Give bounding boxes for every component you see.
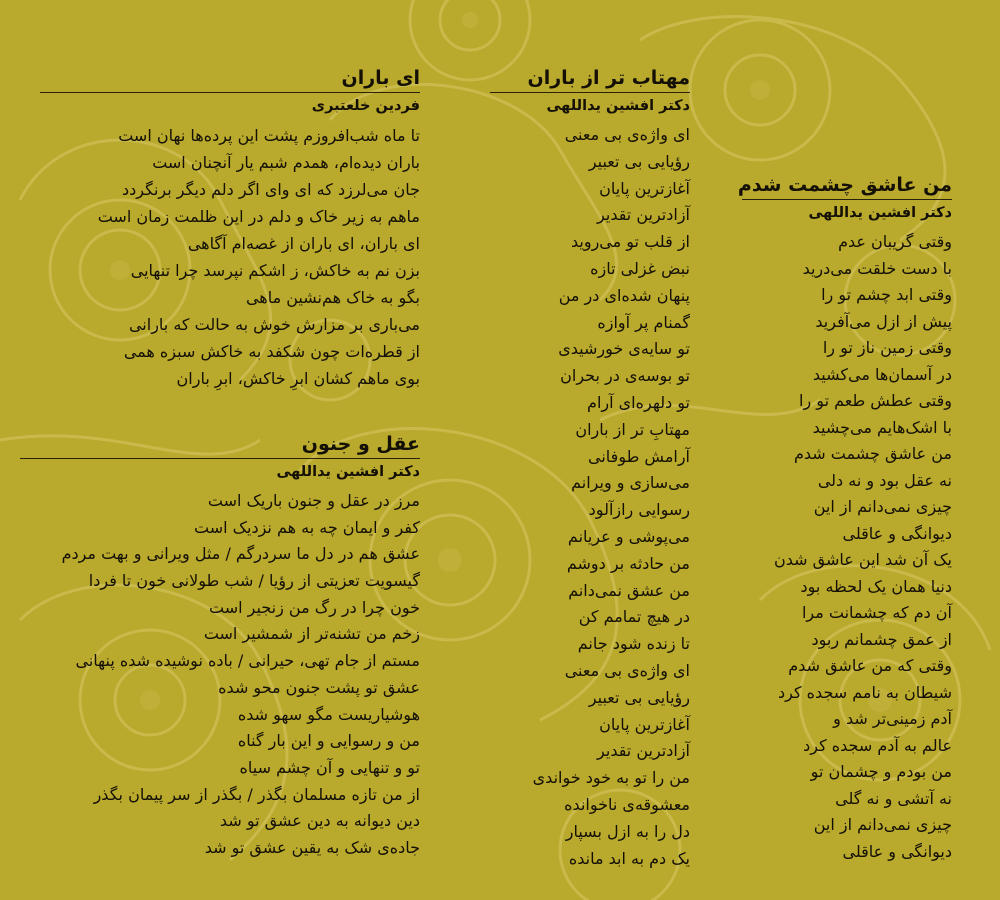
poem-line: چیزی نمی‌دانم از این	[813, 815, 952, 834]
poem-line: می‌باری بر مزارش خوش به حالت که بارانی	[128, 315, 420, 334]
poem-line: می‌سازی و ویرانم	[571, 473, 690, 493]
poem-line: مرز در عقل و جنون باریک است	[207, 491, 420, 510]
poem-line: من عشق نمی‌دانم	[568, 580, 690, 600]
poem-line: من را تو به خود خواندی	[532, 768, 690, 788]
poem-line: پنهان شده‌ای در من	[558, 285, 690, 305]
poem-line: رؤیایی بی تعبیر	[588, 687, 690, 707]
poem-line: تو دلهره‌ای آرام	[587, 392, 690, 412]
poem-line: تو و تنهایی و آن چشم سیاه	[239, 757, 420, 777]
poem-line: تو بوسه‌ی در بحران	[560, 366, 690, 386]
poem-line: با دست خلقت می‌درید	[802, 258, 952, 278]
poem-block-aghl-va-jonoon	[20, 432, 420, 862]
poem-line: بگو به خاک هم‌نشین ماهی	[245, 288, 420, 307]
poem-line: باران دیده‌ام، همدم شبم یار آنچنان است	[152, 153, 420, 172]
poem-line: کفر و ایمان چه به هم نزدیک است	[194, 517, 420, 537]
poem-line: از عمق چشمانم ربود	[811, 629, 952, 649]
poem-line: وقتی ابد چشم تو را	[821, 285, 952, 304]
poem-line: رؤیایی بی تعبیر	[588, 151, 690, 171]
poem-line: عشق هم در دل ما سردرگم / مثل ویرانی و بهت مردم	[61, 544, 420, 564]
poem-line: جاده‌ی شک به یقین عشق تو شد	[204, 837, 420, 857]
poem-block-mahtab-tar-az-baran	[490, 66, 690, 872]
poem-line: من بودم و چشمان تو	[810, 762, 952, 781]
poem-line: با اشک‌هایم می‌چشید	[812, 417, 952, 437]
poem-line: در آسمان‌ها می‌کشید	[812, 364, 952, 384]
poem-line: آدم زمینی‌تر شد و	[833, 709, 952, 728]
poem-line: مستم از جام تهی، حیرانی / باده نوشیده شده پنهانی	[75, 651, 420, 671]
poem-line: از قلب تو می‌روید	[570, 232, 690, 252]
poem-line: در هیچ تمامم کن	[578, 607, 690, 627]
poem-line: وقتی عطش طعم تو را	[799, 391, 952, 410]
poem-line: تا زنده شود جانم	[577, 634, 690, 654]
poem-line: دنیا همان یک لحظه بود	[800, 576, 952, 596]
poem-line: شیطان به نامم سجده کرد	[778, 682, 952, 702]
poem-line: آرامش طوفانی	[588, 446, 690, 466]
poem-line: آغازترین پایان	[599, 714, 690, 734]
poem-line: خون چرا در رگ من زنجیر است	[209, 597, 420, 617]
poem-line: وقتی که من عاشق شدم	[788, 656, 952, 675]
poem-line: یک دم به ابد مانده	[568, 848, 690, 868]
poem-line: بزن نم به خاکش، ز اشکم نپرسد چرا تنهایی	[130, 261, 420, 280]
title-divider	[20, 458, 420, 459]
poem-line: دیوانگی و عاقلی	[842, 523, 952, 543]
poem-line: می‌پوشی و عریانم	[567, 526, 690, 546]
poem-line: از من تازه مسلمان بگذر / بگذر از سر پیمان بگذر	[93, 784, 420, 804]
poem-line: تو سایه‌ی خورشیدی	[558, 339, 690, 359]
poem-line: ای باران، ای باران از غصه‌ام آگاهی	[187, 234, 420, 253]
poem-line: مهتابِ تر از باران	[575, 419, 690, 439]
poem-line: زخم من تشنه‌تر از شمشیر است	[203, 624, 420, 644]
poem-block-man-ashegh-cheshmat-shodam	[737, 173, 952, 865]
poem-line: دل را به ازل بسپار	[565, 821, 690, 841]
poem-line: جان می‌لرزد که ای وای اگر دلم دیگر برنگردد	[122, 180, 420, 199]
poem-line: بوی ماهم کشان ابرِ خاکش، ابرِ باران	[176, 369, 420, 388]
poem-line: آزادترین تقدیر	[597, 205, 690, 225]
poem-author: دکتر افشین یداللهی	[546, 98, 690, 114]
poem-line: یک آن شد این عاشق شدن	[773, 550, 952, 569]
poem-line: ای واژه‌ی بی معنی	[564, 125, 690, 144]
poem-title: من عاشق چشمت شدم	[737, 174, 952, 196]
poem-line: چیزی نمی‌دانم از این	[813, 497, 952, 516]
poem-line: دیوانگی و عاقلی	[842, 841, 952, 861]
poem-line: تا ماه شب‌افروزم پشت این پرده‌ها نهان است	[118, 126, 420, 145]
title-divider	[40, 92, 420, 93]
poem-title: مهتاب تر از باران	[527, 67, 690, 89]
poem-line: نبض غزلی تازه	[590, 258, 690, 278]
poem-line: آن دم که چشمانت مرا	[801, 603, 952, 622]
poem-line: من و رسوایی و این بار گناه	[237, 731, 420, 751]
poem-line: من حادثه بر دوشم	[566, 553, 690, 573]
poem-line: عشق تو پشت جنون محو شده	[218, 677, 420, 697]
poem-line: عالم به آدم سجده کرد	[803, 735, 952, 755]
poem-line: از قطره‌ات چون شکفد به خاکش سبزه همی	[123, 342, 420, 361]
poem-author: دکتر افشین یداللهی	[276, 464, 420, 480]
poem-line: وقتی گریبان عدم	[838, 232, 952, 251]
poem-title: عقل و جنون	[301, 433, 420, 455]
poem-line: نه عقل بود و نه دلی	[817, 470, 952, 490]
poem-line: من عاشق چشمت شدم	[793, 444, 952, 463]
poem-line: ماهم به زیر خاک و دلم در این ظلمت زمان است	[97, 207, 420, 226]
poem-line: گمنام پر آوازه	[597, 312, 690, 332]
poem-line: دین دیوانه به دین عشق تو شد	[219, 811, 420, 831]
poem-block-ey-baran	[40, 66, 420, 392]
poem-author: فردین خلعتبری	[311, 98, 420, 114]
poem-line: نه آتشی و نه گلی	[835, 788, 952, 808]
poem-line: آغازترین پایان	[599, 178, 690, 198]
poem-title: ای باران	[341, 67, 420, 89]
poem-line: معشوقه‌ی ناخوانده	[564, 794, 690, 814]
poem-line: آزادترین تقدیر	[597, 741, 690, 761]
poem-line: وقتی زمین ناز تو را	[822, 338, 952, 357]
poem-line: پیش از ازل می‌آفرید	[815, 311, 952, 331]
poem-line: ای واژه‌ی بی معنی	[564, 660, 690, 680]
title-divider	[490, 92, 690, 93]
title-divider	[742, 199, 952, 200]
poem-line: هوشیاریست مگو سهو شده	[237, 704, 420, 724]
poem-author: دکتر افشین یداللهی	[808, 205, 952, 221]
poem-line: رسوایی رازآلود	[588, 500, 690, 520]
poem-line: گیسویت تعزیتی از رؤیا / شب طولانی خون تا فردا	[88, 571, 420, 591]
